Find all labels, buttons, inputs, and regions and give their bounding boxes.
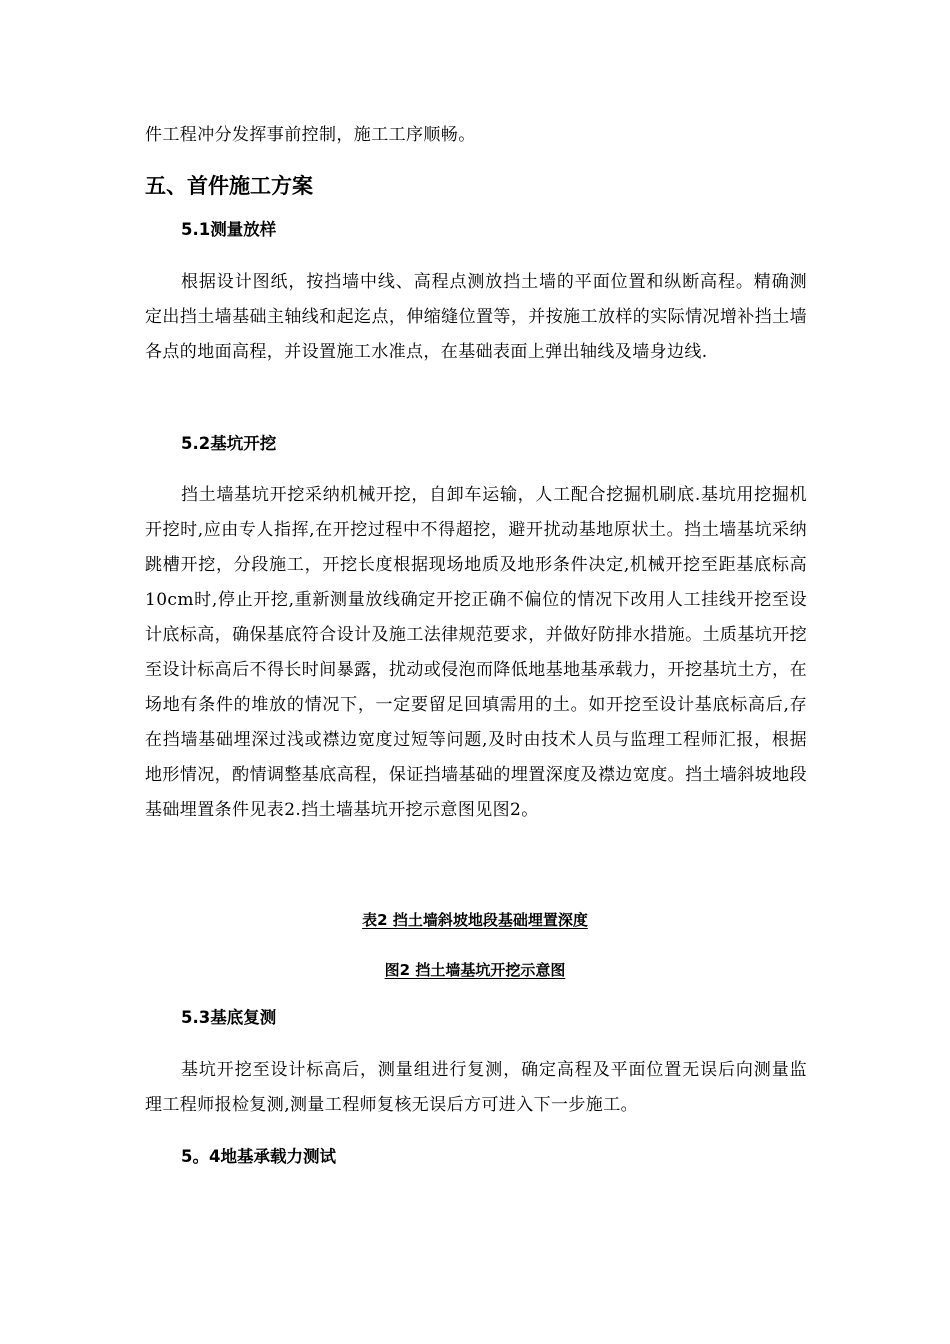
subsection-heading-5-3: 5.3基底复测 [181,1008,277,1027]
figure-caption-text: 图2 挡土墙基坑开挖示意图 [384,961,566,979]
subsection-heading-5-4: 5。4地基承载力测试 [181,1147,336,1166]
subsection-heading-5-2: 5.2基坑开挖 [181,434,277,453]
paragraph-5-2: 挡土墙基坑开挖采纳机械开挖，自卸车运输，人工配合挖掘机刷底.基坑用挖掘机开挖时,应由专人指挥,在开挖过程中不得超挖，避开扰动基地原状土。挡土墙基坑采纳跳槽开挖，分段施工，开挖长度根据现场地质及地形条件决定,机械开挖至距基底标高10cm时,停止开挖,重新测量放线确定开挖正确不偏位的情况下改用人工挂线开挖至设计底标高，确保基底符合设计及施工法律规范要求，并做好防排水措施。土质基坑开挖至设计标高后不得长时间暴露，扰动或侵泡而降低地基地基承载力，开挖基坑土方，在场地有条件的堆放的情况下，一定要留足回填需用的土。如开挖至设计基底标高后,存在挡墙基础埋深过浅或襟边宽度过短等问题,及时由技术人员与监理工程师汇报，根据地形情况，酌情调整基底高程，保证挡墙基础的埋置深度及襟边宽度。挡土墙斜坡地段基础埋置条件见表2.挡土墙基坑开挖示意图见图2。 [145,485,807,820]
figure-caption [0,958,950,982]
intro-line: 件工程冲分发挥事前控制，施工工序顺畅。 [145,125,476,145]
table-caption [0,908,950,932]
table-caption-text: 表2 挡土墙斜坡地段基础埋置深度 [362,911,588,929]
paragraph-5-1: 根据设计图纸，按挡墙中线、高程点测放挡土墙的平面位置和纵断高程。精确测定出挡土墙基础主轴线和起迄点，伸缩缝位置等，并按施工放样的实际情况增补挡土墙各点的地面高程，并设置施工水准点，在基础表面上弹出轴线及墙身边线. [145,272,807,362]
section-title: 五、首件施工方案 [145,174,313,198]
paragraph-5-3: 基坑开挖至设计标高后，测量组进行复测，确定高程及平面位置无误后向测量监理工程师报检复测,测量工程师复核无误后方可进入下一步施工。 [145,1060,807,1115]
subsection-heading-5-1: 5.1测量放样 [181,220,277,239]
